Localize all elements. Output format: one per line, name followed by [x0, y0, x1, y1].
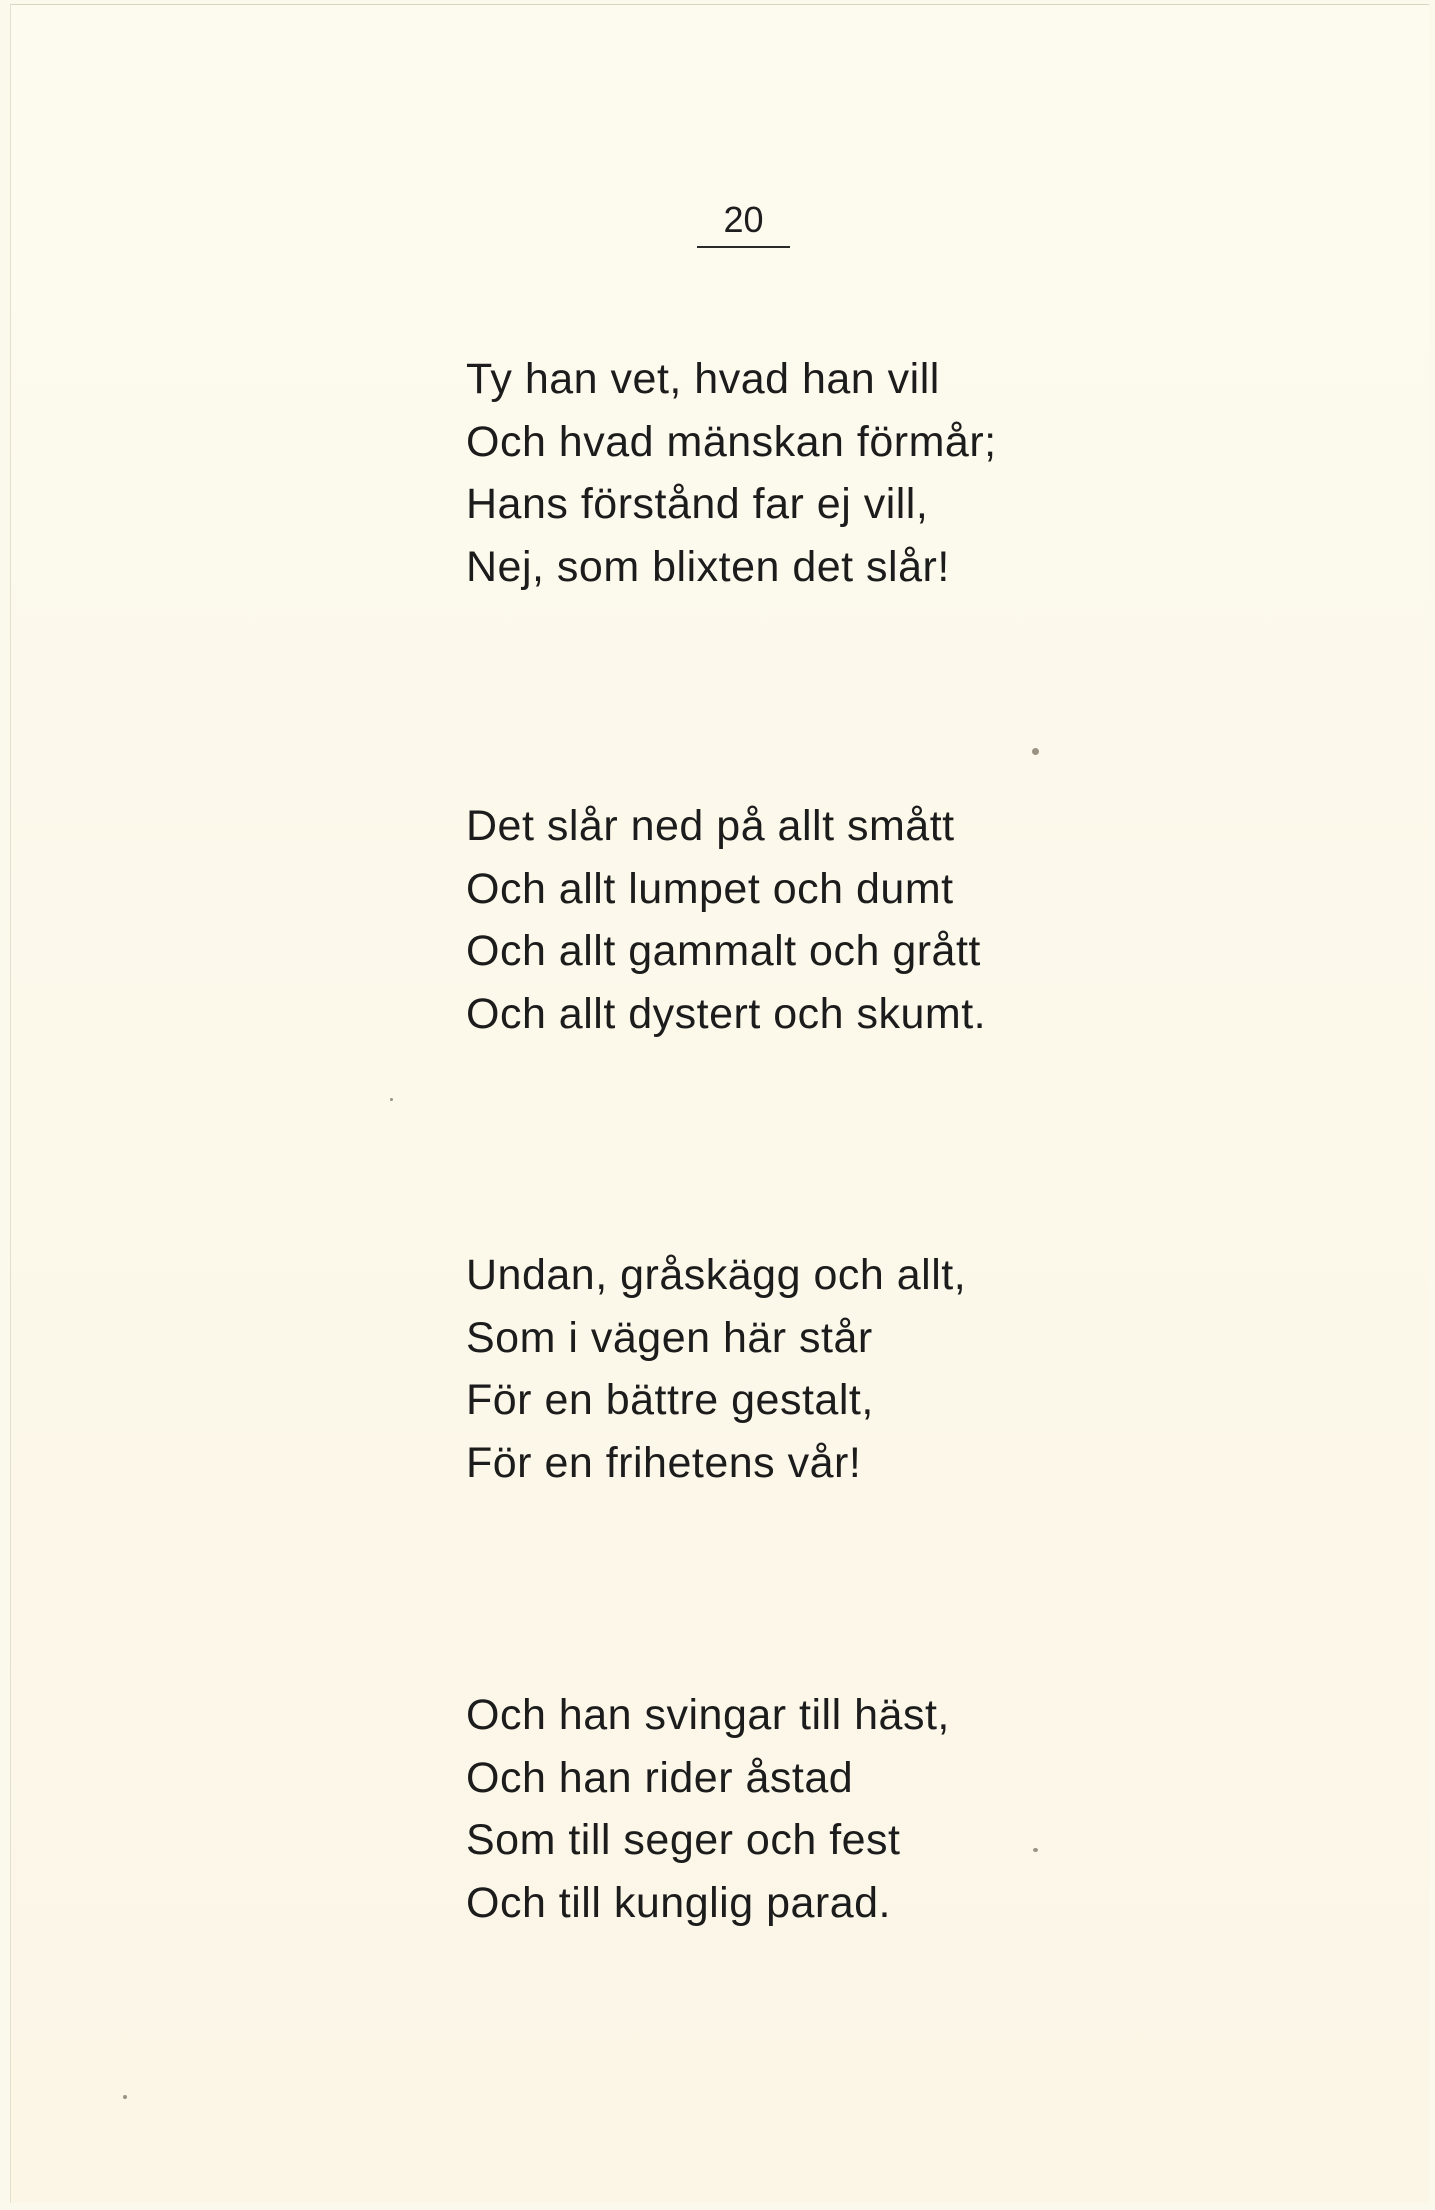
verse-line: Ty han vet, hvad han vill	[466, 355, 940, 403]
verse-line: Hans förstånd far ej vill,	[466, 480, 929, 528]
verse-line: Och han rider åstad	[466, 1753, 854, 1802]
verse-line: Och allt dystert och skumt.	[466, 989, 987, 1038]
stanza-2	[466, 795, 1166, 1045]
page-number	[0, 198, 1435, 248]
verse-line: Och till kunglig parad.	[466, 1878, 891, 1927]
verse-line: Och han svingar till häst,	[466, 1691, 950, 1739]
stanza-4	[466, 1684, 1166, 1934]
verse-line: Och hvad mänskan förmår;	[466, 417, 997, 466]
paper-speck	[123, 2095, 127, 2099]
stanza-1	[466, 348, 1166, 598]
page-number-label: 20	[697, 198, 789, 248]
verse-line: Och allt gammalt och grått	[466, 927, 981, 975]
verse-line: Och allt lumpet och dumt	[466, 864, 954, 913]
verse-line: Det slår ned på allt smått	[466, 802, 955, 850]
verse-line: För en frihetens vår!	[466, 1438, 862, 1487]
verse-line: Undan, gråskägg och allt,	[466, 1251, 967, 1299]
verse-line: Som till seger och fest	[466, 1816, 901, 1864]
verse-line: Som i vägen här står	[466, 1313, 873, 1362]
paper-speck	[1033, 1848, 1038, 1852]
verse-line: För en bättre gestalt,	[466, 1376, 874, 1424]
paper-speck	[1032, 748, 1039, 755]
verse-line: Nej, som blixten det slår!	[466, 542, 950, 591]
paper-speck	[390, 1098, 393, 1101]
stanza-3	[466, 1244, 1166, 1494]
